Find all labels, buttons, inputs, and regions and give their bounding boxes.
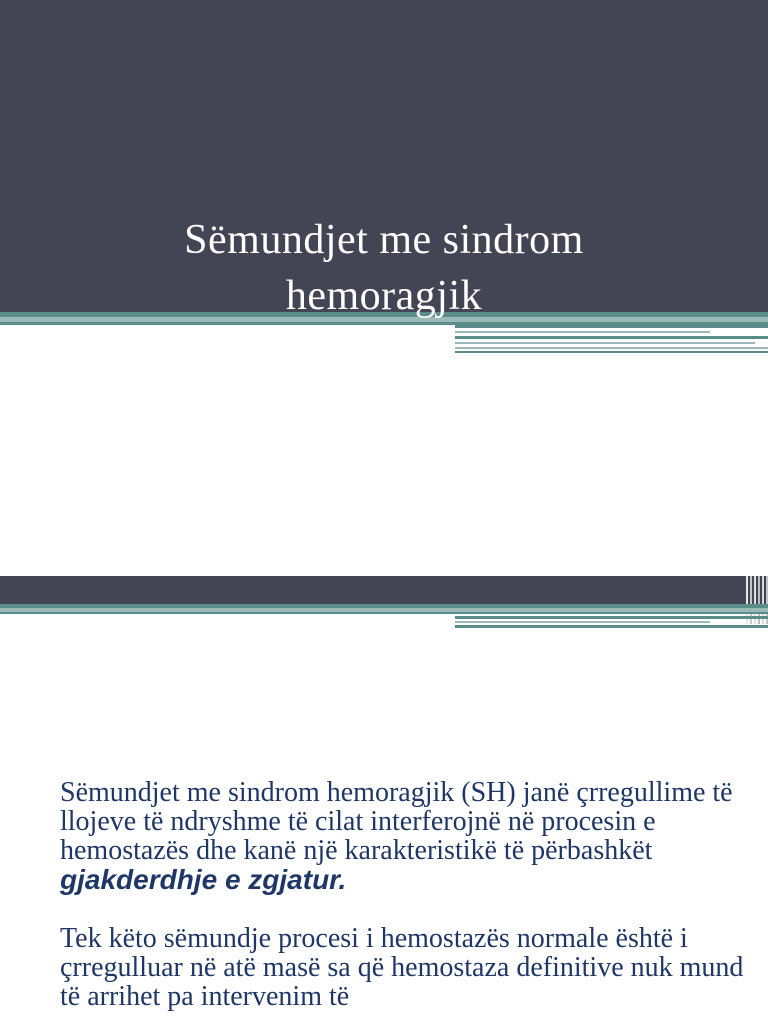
slide-body [60, 778, 750, 1011]
paragraph-definition [60, 778, 750, 895]
paragraph-definition-emphasis: gjakderdhje e zgjatur. [60, 864, 347, 895]
decorative-stripes [0, 604, 768, 632]
header-band [0, 576, 768, 604]
paragraph-hemostasis: Tek këto sëmundje procesi i hemostazës normale është i çrregulluar në atë masë sa që hemostaza definitive nuk mund të arrihet pa intervenim të [60, 923, 744, 1012]
content-slide [0, 576, 768, 1024]
slide-title [0, 212, 768, 324]
paragraph-definition-text: Sëmundjet me sindrom hemoragjik (SH) janë çrregullime të llojeve të ndryshme të cilat interferojnë në procesin e hemostazës dhe kanë një karakteristikë të përbashkët [60, 777, 733, 866]
slide-title-line-2: hemoragjik [285, 273, 483, 319]
slide-title-line-1: Sëmundjet me sindrom [184, 217, 584, 263]
